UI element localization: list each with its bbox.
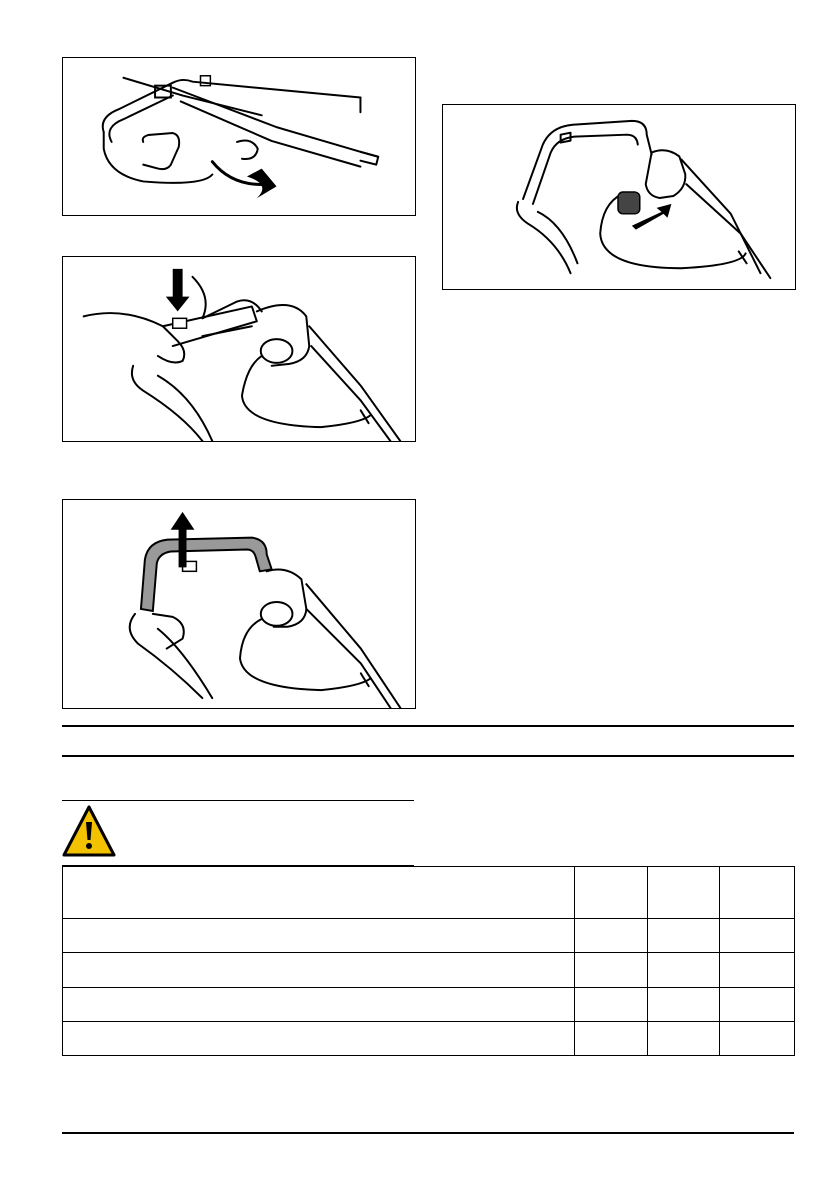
section-rule-top [62, 725, 794, 727]
table-row [63, 1021, 795, 1055]
footer-rule [62, 1132, 794, 1134]
figure-handle-fold [62, 57, 416, 216]
figure-unplug-cable [442, 104, 796, 290]
table-cell [575, 987, 648, 1021]
warning-triangle-icon [62, 805, 116, 857]
table-cell [720, 919, 795, 953]
table-cell [720, 867, 795, 919]
table-cell [720, 953, 795, 987]
figure-press-handle [62, 256, 416, 442]
warning-rule-top [62, 800, 414, 801]
table-cell [575, 867, 648, 919]
table-cell [648, 1021, 720, 1055]
lift-handle-illustration [63, 500, 415, 708]
maintenance-table [62, 866, 795, 1056]
handle-fold-illustration [63, 58, 415, 215]
table-cell [63, 867, 575, 919]
table-row [63, 987, 795, 1021]
table-header-row [63, 867, 795, 919]
table-cell [648, 953, 720, 987]
table-row [63, 919, 795, 953]
figure-lift-handle [62, 499, 416, 709]
section-rule-bottom [62, 755, 794, 757]
table-cell [63, 987, 575, 1021]
table-cell [63, 919, 575, 953]
press-handle-illustration [63, 257, 415, 441]
table-cell [648, 919, 720, 953]
table-cell [575, 953, 648, 987]
table-cell [720, 987, 795, 1021]
table-cell [648, 867, 720, 919]
table-cell [720, 1021, 795, 1055]
table-cell [63, 953, 575, 987]
table-cell [648, 987, 720, 1021]
table-cell [575, 919, 648, 953]
table-cell [63, 1021, 575, 1055]
table-row [63, 953, 795, 987]
unplug-cable-illustration [443, 105, 795, 289]
table-cell [575, 1021, 648, 1055]
